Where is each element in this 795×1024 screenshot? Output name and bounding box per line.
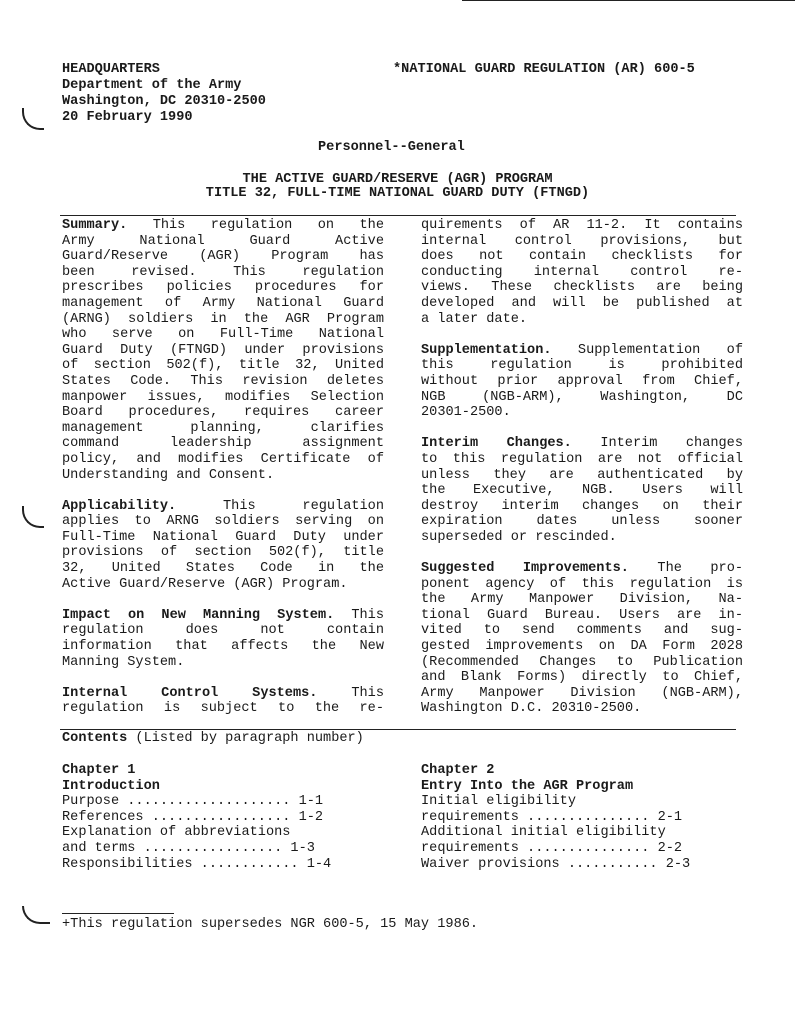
regulation-number: *NATIONAL GUARD REGULATION (AR) 600-5 (393, 62, 695, 77)
summary-line: manpower issues, modifies Selection (62, 389, 384, 405)
impact-line: Impact on New Manning System. This (62, 607, 384, 623)
toc-entry[interactable]: Purpose .................... 1-1 (62, 794, 324, 810)
toc-entry[interactable]: Explanation of abbreviations (62, 825, 291, 841)
interim-changes-line: Interim Changes. Interim changes (421, 436, 743, 452)
toc-entry[interactable]: Additional initial eligibility (421, 825, 666, 841)
suggested-improvements-line: Suggested Improvements. The pro- (421, 561, 743, 577)
supplementation-heading: Supplementation. (421, 342, 552, 358)
applicability-line: applies to ARNG soldiers serving on (62, 514, 384, 530)
title-line-1: THE ACTIVE GUARD/RESERVE (AGR) PROGRAM (242, 172, 553, 187)
header-hq: HEADQUARTERS (62, 62, 160, 77)
suggested-improvements-line: tional Guard Bureau. Users are in- (421, 607, 743, 623)
toc-entry[interactable]: References ................. 1-2 (62, 809, 324, 825)
toc-entry[interactable]: Waiver provisions ........... 2-3 (421, 856, 691, 872)
contents-note: (Listed by paragraph number) (127, 731, 364, 746)
summary-line: Understanding and Consent. (62, 467, 275, 483)
chapter-1-title: Introduction (62, 778, 160, 794)
toc-entry[interactable]: requirements ............... 2-2 (421, 840, 683, 856)
summary-line: States Code. This revision deletes (62, 373, 384, 389)
chapter-1-label: Chapter 1 (62, 763, 136, 778)
summary-line: Army National Guard Active (62, 233, 384, 249)
applicability-line: Active Guard/Reserve (AGR) Program. (62, 576, 348, 592)
chapter-1-block (62, 763, 331, 872)
right-column (421, 218, 743, 717)
interim-changes-line: to this regulation are not official (421, 451, 743, 467)
internal-control-continued-line: views. These checklists are being (421, 280, 743, 296)
binding-mark-1 (22, 108, 44, 130)
suggested-improvements-line: gested improvements on DA Form 2028 (421, 639, 743, 655)
suggested-improvements-line: ponent agency of this regulation is (421, 576, 743, 592)
summary-line: (ARNG) soldiers in the AGR Program (62, 311, 384, 327)
applicability-line: 32, United States Code in the (62, 561, 384, 577)
chapter-2-block (421, 763, 690, 872)
supplementation-line: NGB (NGB-ARM), Washington, DC (421, 389, 743, 405)
summary-line: command leadership assignment (62, 436, 384, 452)
summary-line: policy, and modifies Certificate of (62, 451, 384, 467)
summary-line: who serve on Full-Time National (62, 327, 384, 343)
summary-line: of section 502(f), title 32, United (62, 358, 384, 374)
chapter-2-label: Chapter 2 (421, 763, 495, 778)
contents-heading: Contents (62, 731, 128, 746)
interim-changes-line: the Executive, NGB. Users will (421, 483, 743, 499)
suggested-improvements-heading: Suggested Improvements. (421, 561, 629, 577)
impact-heading: Impact on New Manning System. (62, 607, 335, 623)
title-line-2: TITLE 32, FULL-TIME NATIONAL GUARD DUTY (FTNGD) (205, 186, 590, 201)
suggested-improvements-line: and Blank Forms) directly to Chief, (421, 670, 743, 686)
interim-changes-line: superseded or rescinded. (421, 529, 617, 545)
summary-line: management planning, clarifies (62, 420, 384, 436)
header-date: 20 February 1990 (62, 110, 193, 125)
title-rule (60, 215, 736, 216)
suggested-improvements-line: (Recommended Changes to Publication (421, 654, 743, 670)
internal-control-continued-line: does not contain checklists for (421, 249, 743, 265)
applicability-line: Applicability. This regulation (62, 498, 384, 514)
internal-control-line: Internal Control Systems. This (62, 685, 384, 701)
interim-changes-line: expiration dates unless sooner (421, 514, 743, 530)
toc-entry[interactable]: Initial eligibility (421, 794, 576, 810)
summary-line: management of Army National Guard (62, 295, 384, 311)
suggested-improvements-line: vited to send comments and sug- (421, 623, 743, 639)
binding-mark-2 (22, 506, 44, 528)
header-department: Department of the Army (62, 78, 242, 93)
category-heading: Personnel--General (318, 140, 465, 155)
internal-control-continued-line: developed and will be published at (421, 295, 743, 311)
internal-control-continued-line: a later date. (421, 311, 528, 327)
internal-control-line: regulation is subject to the re- (62, 701, 384, 717)
suggested-improvements-line: Army Manpower Division (NGB-ARM), (421, 685, 743, 701)
applicability-line: Full-Time National Guard Duty under (62, 529, 384, 545)
suggested-improvements-line: the Army Manpower Division, Na- (421, 592, 743, 608)
footnote: +This regulation supersedes NGR 600-5, 15 May 1986. (62, 917, 479, 932)
summary-line: Board procedures, requires career (62, 405, 384, 421)
left-column (62, 218, 384, 717)
toc-entry[interactable]: requirements ............... 2-1 (421, 809, 683, 825)
binding-mark-3 (22, 906, 50, 924)
supplementation-line: 20301-2500. (421, 405, 511, 421)
summary-line: been revised. This regulation (62, 264, 384, 280)
internal-control-continued-line: internal control provisions, but (421, 233, 743, 249)
supplementation-line: this regulation is prohibited (421, 358, 743, 374)
chapter-2-title: Entry Into the AGR Program (421, 778, 634, 794)
applicability-heading: Applicability. (62, 498, 177, 514)
internal-control-continued-line: conducting internal control re- (421, 264, 743, 280)
impact-line: information that affects the New (62, 639, 384, 655)
summary-line: Guard Duty (FTNGD) under provisions (62, 342, 384, 358)
impact-line: regulation does not contain (62, 623, 384, 639)
summary-heading: Summary. (62, 218, 128, 233)
header-location: Washington, DC 20310-2500 (62, 94, 266, 109)
interim-changes-line: unless they are authenticated by (421, 467, 743, 483)
contents-rule (60, 729, 736, 730)
impact-line: Manning System. (62, 654, 185, 670)
internal-control-continued-line: quirements of AR 11-2. It contains (421, 218, 743, 233)
internal-control-heading: Internal Control Systems. (62, 685, 318, 701)
summary-line: prescribes policies procedures for (62, 280, 384, 296)
contents-heading-line (62, 731, 364, 747)
suggested-improvements-line: Washington D.C. 20310-2500. (421, 701, 642, 717)
supplementation-line: Supplementation. Supplementation of (421, 342, 743, 358)
summary-line: Guard/Reserve (AGR) Program has (62, 249, 384, 265)
summary-line: Summary. This regulation on the (62, 218, 384, 233)
toc-entry[interactable]: Responsibilities ............ 1-4 (62, 856, 332, 872)
applicability-line: provisions of section 502(f), title (62, 545, 384, 561)
interim-changes-line: destroy interim changes on their (421, 498, 743, 514)
footnote-rule (62, 913, 174, 914)
supplementation-line: without prior approval from Chief, (421, 373, 743, 389)
top-rule (462, 0, 795, 1)
toc-entry[interactable]: and terms ................. 1-3 (62, 840, 315, 856)
interim-changes-heading: Interim Changes. (421, 436, 572, 452)
